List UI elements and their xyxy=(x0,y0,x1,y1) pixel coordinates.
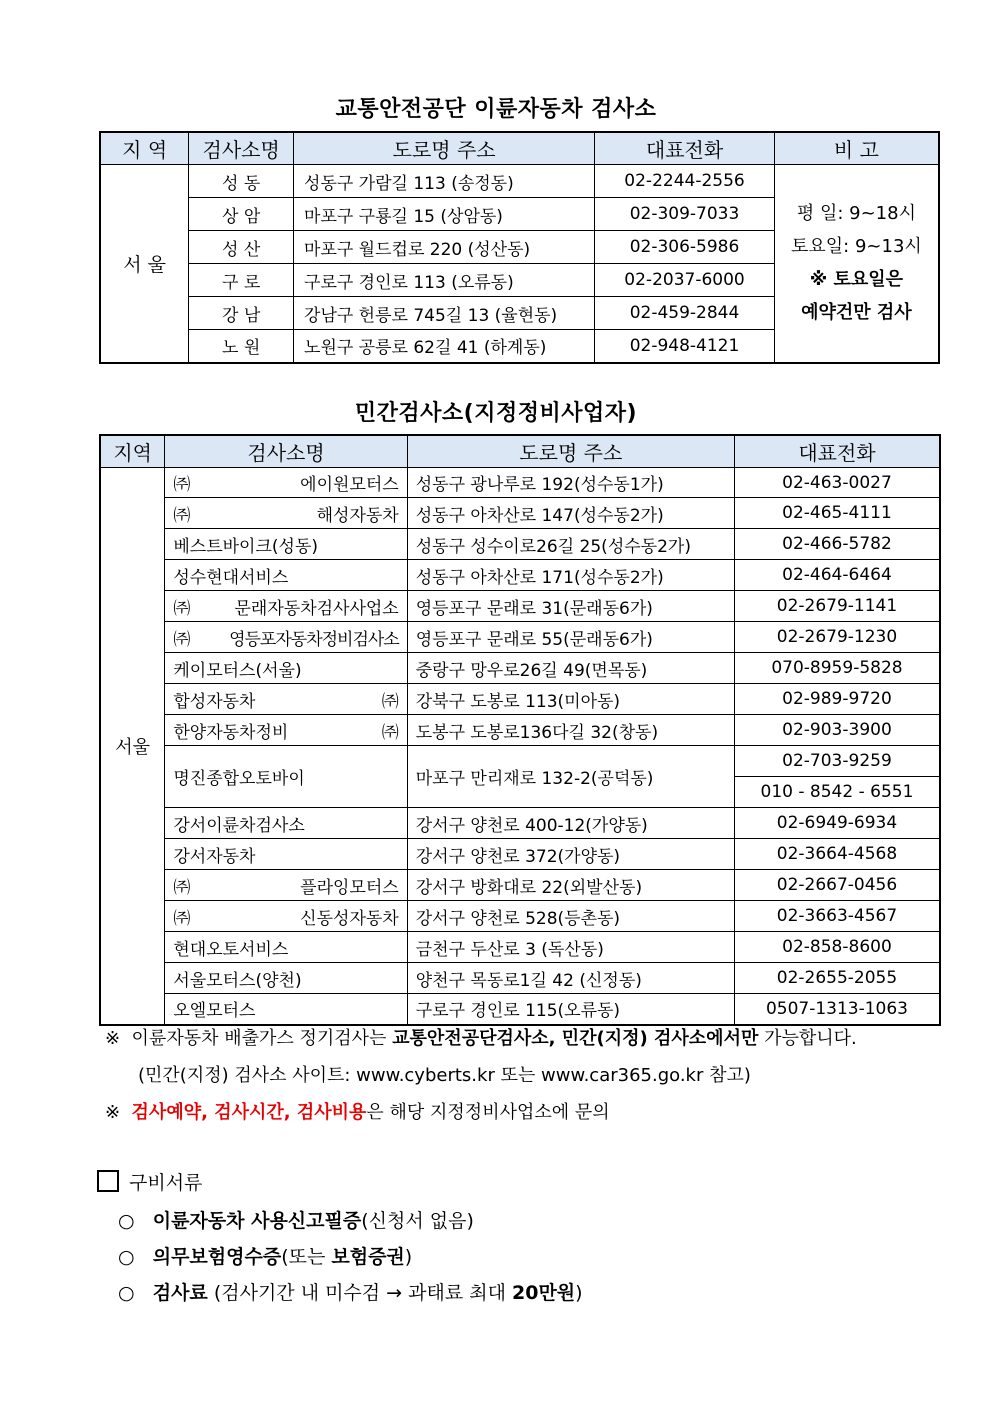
shop-name: 케이모터스(서울) xyxy=(165,653,407,684)
header-remarks: 비 고 xyxy=(774,132,939,165)
document-item-1 xyxy=(118,1206,474,1233)
note-mark: ※ xyxy=(105,1102,121,1123)
shop-name: ㈜플라잉모터스 xyxy=(165,870,407,901)
remark-note1: ※ 토요일은 xyxy=(809,269,904,291)
shop-address: 강서구 방화대로 22(외발산동) xyxy=(407,870,734,901)
documents-heading xyxy=(97,1168,202,1195)
document-item-3 xyxy=(118,1278,583,1305)
station-name: 상 암 xyxy=(189,198,294,231)
station-address: 성동구 가람길 113 (송정동) xyxy=(294,165,595,198)
shop-address: 강서구 양천로 528(등촌동) xyxy=(407,901,734,932)
shop-address: 영등포구 문래로 31(문래동6가) xyxy=(407,591,734,622)
remark-saturday: 토요일: 9~13시 xyxy=(791,236,922,258)
document-item-3-rest: (검사기간 내 미수검 → 과태료 최대 xyxy=(207,1282,512,1304)
shop-phone: 02-2679-1141 xyxy=(734,591,940,622)
station-name: 구 로 xyxy=(189,264,294,297)
bullet-icon: ○ xyxy=(118,1210,135,1232)
private-title: 민간검사소(지정정비사업자) xyxy=(354,401,638,426)
station-name: 강 남 xyxy=(189,297,294,330)
shop-address: 성동구 광나루로 192(성수동1가) xyxy=(407,468,734,498)
kotsa-table xyxy=(99,131,940,364)
document-item-2-rest2: ) xyxy=(404,1246,413,1268)
documents-heading-text: 구비서류 xyxy=(129,1172,203,1194)
note-3-text-red: 검사예약, 검사시간, 검사비용 xyxy=(131,1102,367,1123)
shop-phone: 02-3663-4567 xyxy=(734,901,940,932)
station-name: 노 원 xyxy=(189,330,294,363)
remark-note2: 예약건만 검사 xyxy=(801,302,912,324)
shop-name: ㈜해성자동차 xyxy=(165,498,407,529)
header-region: 지역 xyxy=(100,435,165,468)
note-1-text-c: 가능합니다. xyxy=(764,1028,857,1049)
checkbox-square-icon xyxy=(97,1170,119,1192)
shop-name: 성수현대서비스 xyxy=(165,560,407,591)
shop-phone-secondary: 010 - 8542 - 6551 xyxy=(734,777,940,808)
shop-phone: 02-6949-6934 xyxy=(734,808,940,839)
shop-phone: 02-2655-2055 xyxy=(734,963,940,994)
shop-phone: 0507-1313-1063 xyxy=(734,994,940,1025)
document-item-2 xyxy=(118,1242,412,1269)
shop-name: 베스트바이크(성동) xyxy=(165,529,407,560)
document-item-3-rest2: ) xyxy=(575,1282,583,1304)
shop-name: 오엘모터스 xyxy=(165,994,407,1025)
shop-name: ㈜문래자동차검사사업소 xyxy=(165,591,407,622)
station-phone: 02-2244-2556 xyxy=(595,165,775,198)
shop-name: ㈜신동성자동차 xyxy=(165,901,407,932)
shop-address: 성동구 아차산로 171(성수동2가) xyxy=(407,560,734,591)
bullet-icon: ○ xyxy=(118,1246,135,1268)
shop-address: 성동구 성수이로26길 25(성수동2가) xyxy=(407,529,734,560)
note-1 xyxy=(105,1024,857,1050)
station-address: 구로구 경인로 113 (오류동) xyxy=(294,264,595,297)
shop-name: 합성자동차㈜ xyxy=(165,684,407,715)
header-address: 도로명 주소 xyxy=(294,132,595,165)
remarks-cell xyxy=(774,165,939,363)
station-name: 성 산 xyxy=(189,231,294,264)
bullet-icon: ○ xyxy=(118,1282,135,1304)
remark-weekday: 평 일: 9~18시 xyxy=(796,203,916,225)
shop-phone: 02-3664-4568 xyxy=(734,839,940,870)
station-address: 강남구 헌릉로 745길 13 (율현동) xyxy=(294,297,595,330)
note-1-text-bold: 교통안전공단검사소, 민간(지정) 검사소에서만 xyxy=(392,1028,759,1049)
private-table xyxy=(99,434,941,1026)
shop-phone: 02-858-8600 xyxy=(734,932,940,963)
shop-name: ㈜영등포자동차정비검사소 xyxy=(165,622,407,653)
document-item-1-rest: (신청서 없음) xyxy=(361,1210,474,1232)
note-3-text-rest: 은 해당 지정정비사업소에 문의 xyxy=(366,1102,610,1123)
shop-address: 구로구 경인로 115(오류동) xyxy=(407,994,734,1025)
shop-phone: 02-2667-0456 xyxy=(734,870,940,901)
region-cell: 서 울 xyxy=(100,165,189,363)
station-phone: 02-459-2844 xyxy=(595,297,775,330)
shop-address: 중랑구 망우로26길 49(면목동) xyxy=(407,653,734,684)
shop-address: 강서구 양천로 400-12(가양동) xyxy=(407,808,734,839)
shop-phone: 02-703-9259 xyxy=(734,746,940,777)
note-mark: ※ xyxy=(105,1028,121,1049)
shop-phone: 02-2679-1230 xyxy=(734,622,940,653)
station-address: 마포구 구룡길 15 (상암동) xyxy=(294,198,595,231)
shop-name: ㈜에이원모터스 xyxy=(165,468,407,498)
document-item-2-bold2: 보험증권 xyxy=(331,1246,405,1268)
shop-phone: 02-464-6464 xyxy=(734,560,940,591)
station-address: 노원구 공릉로 62길 41 (하계동) xyxy=(294,330,595,363)
shop-address: 마포구 만리재로 132-2(공덕동) xyxy=(407,746,734,808)
shop-phone: 02-465-4111 xyxy=(734,498,940,529)
document-item-1-bold: 이륜자동차 사용신고필증 xyxy=(152,1210,362,1232)
shop-name: 한양자동차정비㈜ xyxy=(165,715,407,746)
document-item-2-rest: (또는 xyxy=(281,1246,332,1268)
station-phone: 02-309-7033 xyxy=(595,198,775,231)
note-3 xyxy=(105,1098,610,1124)
shop-address: 강북구 도봉로 113(미아동) xyxy=(407,684,734,715)
document-item-3-bold2: 20만원 xyxy=(512,1282,576,1304)
shop-address: 성동구 아차산로 147(성수동2가) xyxy=(407,498,734,529)
shop-phone: 02-466-5782 xyxy=(734,529,940,560)
station-name: 성 동 xyxy=(189,165,294,198)
note-2: (민간(지정) 검사소 사이트: www.cyberts.kr 또는 www.car365.go.kr 참고) xyxy=(138,1065,751,1086)
header-name: 검사소명 xyxy=(189,132,294,165)
station-phone: 02-306-5986 xyxy=(595,231,775,264)
shop-address: 양천구 목동로1길 42 (신정동) xyxy=(407,963,734,994)
header-name: 검사소명 xyxy=(165,435,407,468)
station-phone: 02-2037-6000 xyxy=(595,264,775,297)
shop-address: 금천구 두산로 3 (독산동) xyxy=(407,932,734,963)
shop-address: 도봉구 도봉로136다길 32(창동) xyxy=(407,715,734,746)
shop-phone: 02-989-9720 xyxy=(734,684,940,715)
shop-name: 명진종합오토바이 xyxy=(165,746,407,808)
header-phone: 대표전화 xyxy=(734,435,940,468)
shop-address: 영등포구 문래로 55(문래동6가) xyxy=(407,622,734,653)
header-region: 지 역 xyxy=(100,132,189,165)
shop-phone: 02-463-0027 xyxy=(734,468,940,498)
kotsa-title: 교통안전공단 이륜자동차 검사소 xyxy=(335,97,657,122)
document-item-3-bold: 검사료 xyxy=(152,1282,208,1304)
shop-name: 현대오토서비스 xyxy=(165,932,407,963)
shop-phone: 070-8959-5828 xyxy=(734,653,940,684)
station-phone: 02-948-4121 xyxy=(595,330,775,363)
header-address: 도로명 주소 xyxy=(407,435,734,468)
shop-name: 강서자동차 xyxy=(165,839,407,870)
note-1-text-a: 이륜자동차 배출가스 정기검사는 xyxy=(131,1028,387,1049)
region-cell: 서울 xyxy=(100,468,165,1025)
shop-address: 강서구 양천로 372(가양동) xyxy=(407,839,734,870)
shop-phone: 02-903-3900 xyxy=(734,715,940,746)
header-phone: 대표전화 xyxy=(595,132,775,165)
shop-name: 서울모터스(양천) xyxy=(165,963,407,994)
station-address: 마포구 월드컵로 220 (성산동) xyxy=(294,231,595,264)
document-item-2-bold: 의무보험영수증 xyxy=(152,1246,282,1268)
shop-name: 강서이륜차검사소 xyxy=(165,808,407,839)
